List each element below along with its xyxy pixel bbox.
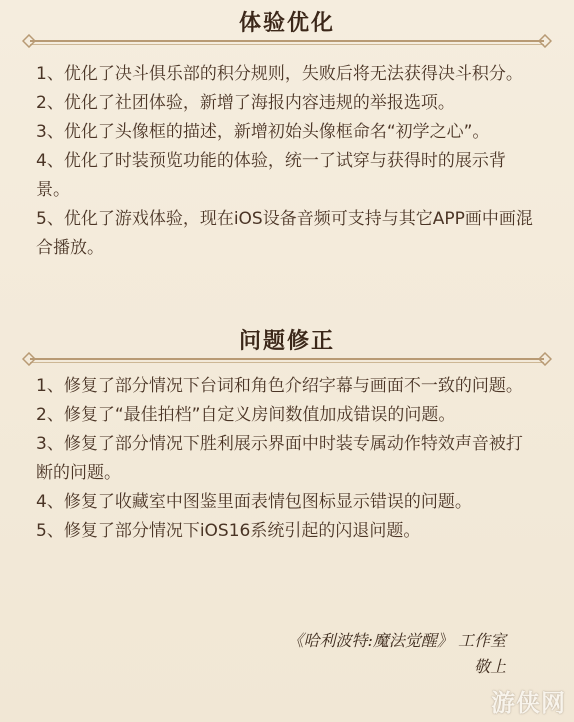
section-header-fixes (30, 326, 544, 362)
ornament-icon (22, 352, 36, 366)
signature-block (288, 628, 506, 680)
list-item: 5、优化了游戏体验，现在iOS设备音频可支持与其它APP画中画混合播放。 (36, 209, 533, 258)
list-item: 3、优化了头像框的描述，新增初始头像框命名“初学之心”。 (36, 122, 490, 142)
list-item: 1、修复了部分情况下台词和角色介绍字幕与画面不一致的问题。 (36, 376, 523, 396)
list-item: 3、修复了部分情况下胜利展示界面中时装专属动作特效声音被打断的问题。 (36, 434, 523, 483)
list-item: 5、修复了部分情况下iOS16系统引起的闪退问题。 (36, 521, 421, 541)
signature-closing: 敬上 (473, 657, 506, 676)
list-item: 4、优化了时装预览功能的体验，统一了试穿与获得时的展示背景。 (36, 151, 506, 200)
experience-items-list (36, 60, 536, 263)
section-title: 体验优化 (238, 10, 335, 36)
watermark-text: 游侠网 (491, 689, 566, 717)
section-divider (30, 40, 544, 42)
signature-studio: 《哈利波特:魔法觉醒》 工作室 (287, 631, 506, 650)
list-item: 2、修复了“最佳拍档”自定义房间数值加成错误的问题。 (36, 405, 456, 425)
fix-items-list (36, 372, 536, 546)
list-item: 1、优化了决斗俱乐部的积分规则，失败后将无法获得决斗积分。 (36, 64, 523, 84)
list-item: 4、修复了收藏室中图鉴里面表情包图标显示错误的问题。 (36, 492, 472, 512)
section-header-experience (30, 8, 544, 44)
ornament-icon (22, 34, 36, 48)
watermark-logo (470, 678, 566, 718)
section-title: 问题修正 (238, 328, 335, 354)
list-item: 2、优化了社团体验，新增了海报内容违规的举报选项。 (36, 93, 455, 113)
ornament-icon (538, 34, 552, 48)
ornament-icon (538, 352, 552, 366)
section-divider (30, 358, 544, 360)
